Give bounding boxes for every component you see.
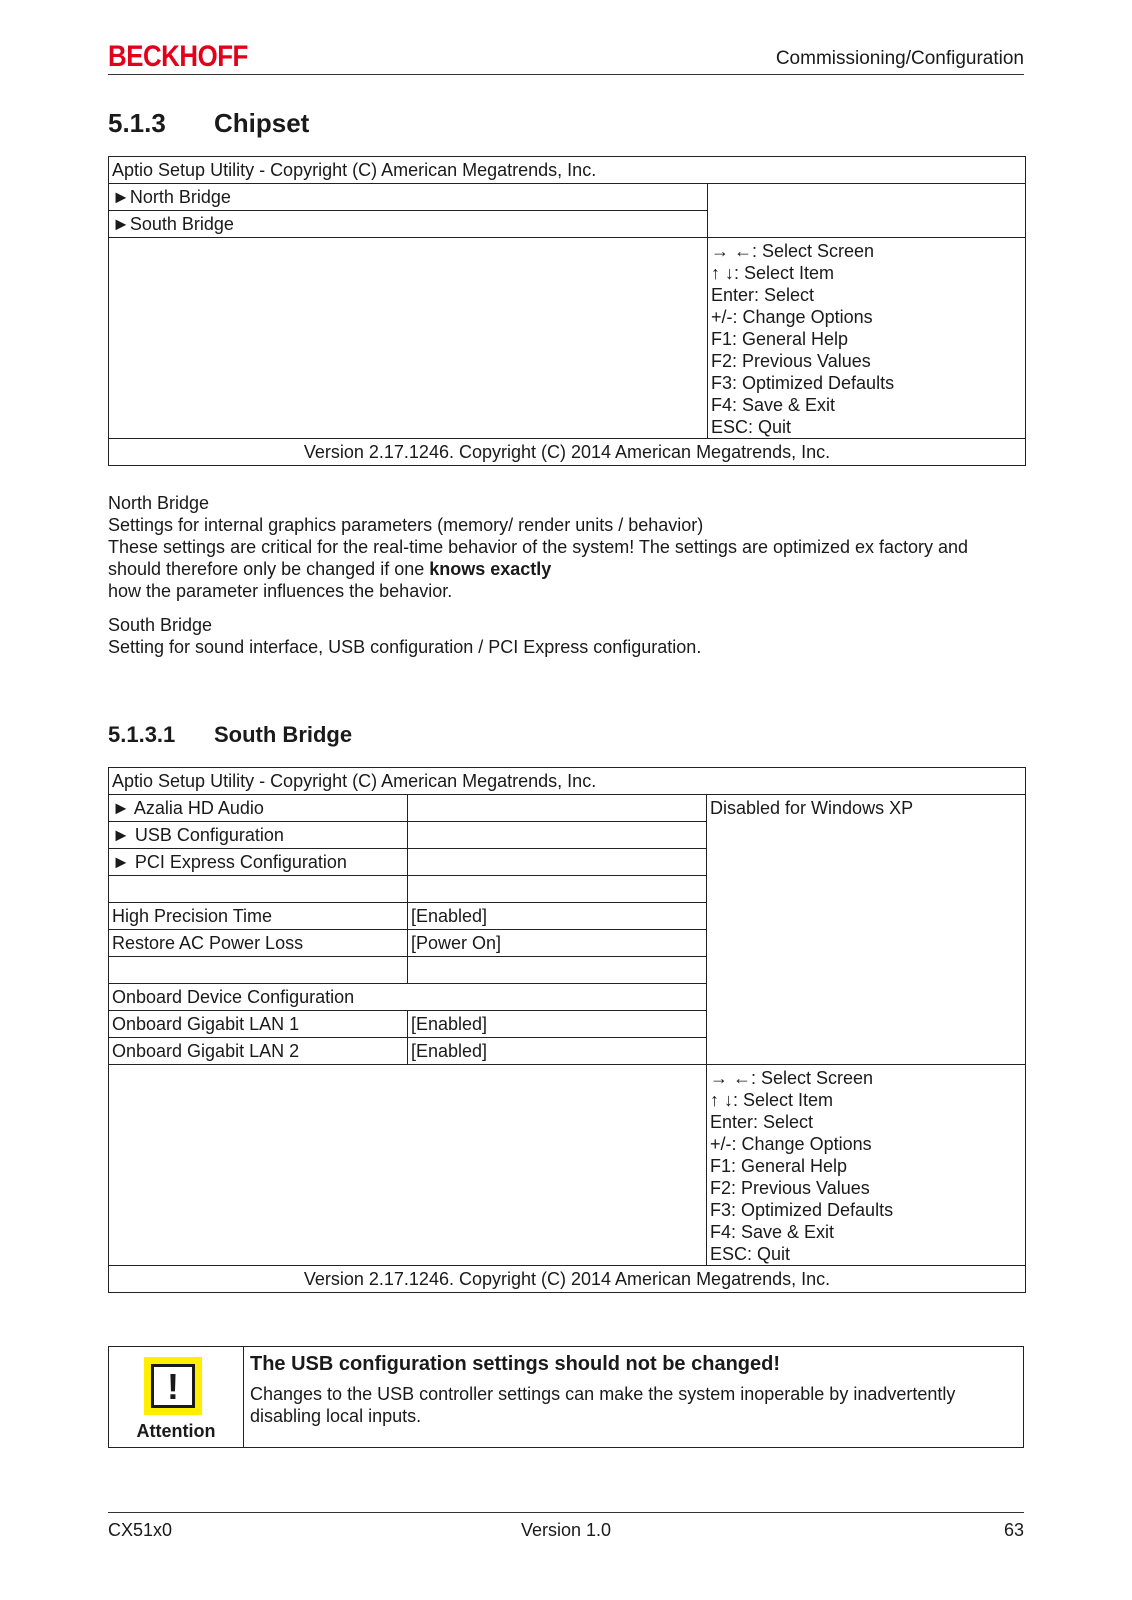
- chipset-bios-table: [108, 156, 1026, 466]
- bios-empty-row: [109, 957, 408, 984]
- section-title: Chipset: [214, 108, 310, 138]
- bios-title: Aptio Setup Utility - Copyright (C) American Megatrends, Inc.: [109, 768, 1026, 795]
- north-bridge-heading: North Bridge: [108, 493, 210, 513]
- bios-item-restore-ac[interactable]: Restore AC Power Loss: [109, 930, 408, 957]
- bios-item-usb[interactable]: ► USB Configuration: [109, 822, 408, 849]
- bios-description: [708, 184, 1026, 238]
- bios-item-north-bridge[interactable]: ►North Bridge: [109, 184, 708, 211]
- bios-item-lan2[interactable]: Onboard Gigabit LAN 2: [109, 1038, 408, 1065]
- bios-value-lan2[interactable]: [Enabled]: [408, 1038, 707, 1065]
- bios-value: [408, 876, 707, 903]
- bios-value: [408, 849, 707, 876]
- attention-box: [108, 1346, 1024, 1448]
- bios-help-panel: [707, 1065, 1026, 1266]
- help-line: F1: General Help: [710, 1156, 848, 1176]
- header-divider: [108, 74, 1024, 75]
- bios-value: [408, 957, 707, 984]
- subsection-number: 5.1.3.1: [108, 722, 176, 747]
- bios-value: [408, 822, 707, 849]
- help-line: F3: Optimized Defaults: [711, 373, 895, 393]
- bios-value-lan1[interactable]: [Enabled]: [408, 1011, 707, 1038]
- exclamation-icon: !: [144, 1357, 202, 1415]
- help-line: ESC: Quit: [710, 1244, 791, 1264]
- beckhoff-logo: BECKHOFF: [108, 40, 248, 73]
- warning-emphasis: knows exactly: [429, 559, 552, 579]
- help-line: → ←: Select Screen: [711, 241, 875, 261]
- footer-product: CX51x0: [108, 1520, 173, 1540]
- header-section: Commissioning/Configuration: [775, 48, 1024, 69]
- bios-version: Version 2.17.1246. Copyright (C) 2014 American Megatrends, Inc.: [109, 439, 1026, 466]
- bios-empty-row: [109, 876, 408, 903]
- north-bridge-line: Settings for internal graphics parameters (memory/ render units / behavior): [108, 515, 704, 535]
- section-number: 5.1.3: [108, 108, 166, 138]
- footer-divider: [108, 1512, 1024, 1513]
- help-line: F2: Previous Values: [711, 351, 871, 371]
- bios-version: Version 2.17.1246. Copyright (C) 2014 American Megatrends, Inc.: [109, 1266, 1026, 1293]
- bios-item-south-bridge[interactable]: ►South Bridge: [109, 211, 708, 238]
- help-line: Enter: Select: [711, 285, 815, 305]
- bios-empty-area: [109, 238, 708, 439]
- help-line: F1: General Help: [711, 329, 849, 349]
- bios-empty-area: [109, 1065, 707, 1266]
- help-line: ESC: Quit: [711, 417, 792, 437]
- help-line: +/-: Change Options: [711, 307, 873, 327]
- page-number: 63: [1003, 1520, 1024, 1540]
- bios-item-pci-express[interactable]: ► PCI Express Configuration: [109, 849, 408, 876]
- bios-onboard-header: Onboard Device Configuration: [109, 984, 707, 1011]
- warning-text: These settings are critical for the real-time behavior of the system! The settings are optimized ex factory and should therefore only be changed if one: [108, 537, 969, 579]
- bios-value-restore-ac[interactable]: [Power On]: [408, 930, 707, 957]
- help-line: ↑ ↓: Select Item: [711, 263, 835, 283]
- help-line: F4: Save & Exit: [711, 395, 836, 415]
- attention-icon-cell: [109, 1347, 244, 1447]
- north-bridge-warning: [108, 536, 1024, 580]
- attention-label: Attention: [136, 1421, 216, 1441]
- south-bridge-heading: South Bridge: [108, 615, 213, 635]
- help-line: F2: Previous Values: [710, 1178, 870, 1198]
- help-line: ↑ ↓: Select Item: [710, 1090, 834, 1110]
- help-line: F3: Optimized Defaults: [710, 1200, 894, 1220]
- attention-text: Changes to the USB controller settings can make the system inoperable by inadvertently disabling local inputs.: [250, 1384, 956, 1426]
- south-bridge-line: Setting for sound interface, USB configuration / PCI Express configuration.: [108, 637, 702, 657]
- north-bridge-description: [108, 492, 1024, 602]
- help-line: +/-: Change Options: [710, 1134, 872, 1154]
- subsection-title: South Bridge: [214, 722, 353, 747]
- bios-value: [408, 795, 707, 822]
- bios-description: Disabled for Windows XP: [707, 795, 1026, 1065]
- bios-item-high-precision-time[interactable]: High Precision Time: [109, 903, 408, 930]
- bios-title: Aptio Setup Utility - Copyright (C) American Megatrends, Inc.: [109, 157, 1026, 184]
- bios-value-high-precision-time[interactable]: [Enabled]: [408, 903, 707, 930]
- bios-help-panel: [708, 238, 1026, 439]
- footer-version: Version 1.0: [520, 1520, 612, 1540]
- help-line: F4: Save & Exit: [710, 1222, 835, 1242]
- attention-title: The USB configuration settings should not be changed!: [250, 1353, 780, 1375]
- southbridge-bios-table: [108, 767, 1026, 1293]
- help-line: Enter: Select: [710, 1112, 814, 1132]
- south-bridge-description: [108, 614, 1024, 658]
- help-line: → ←: Select Screen: [710, 1068, 874, 1088]
- bios-item-lan1[interactable]: Onboard Gigabit LAN 1: [109, 1011, 408, 1038]
- bios-item-azalia[interactable]: ► Azalia HD Audio: [109, 795, 408, 822]
- north-bridge-line: how the parameter influences the behavior.: [108, 581, 453, 601]
